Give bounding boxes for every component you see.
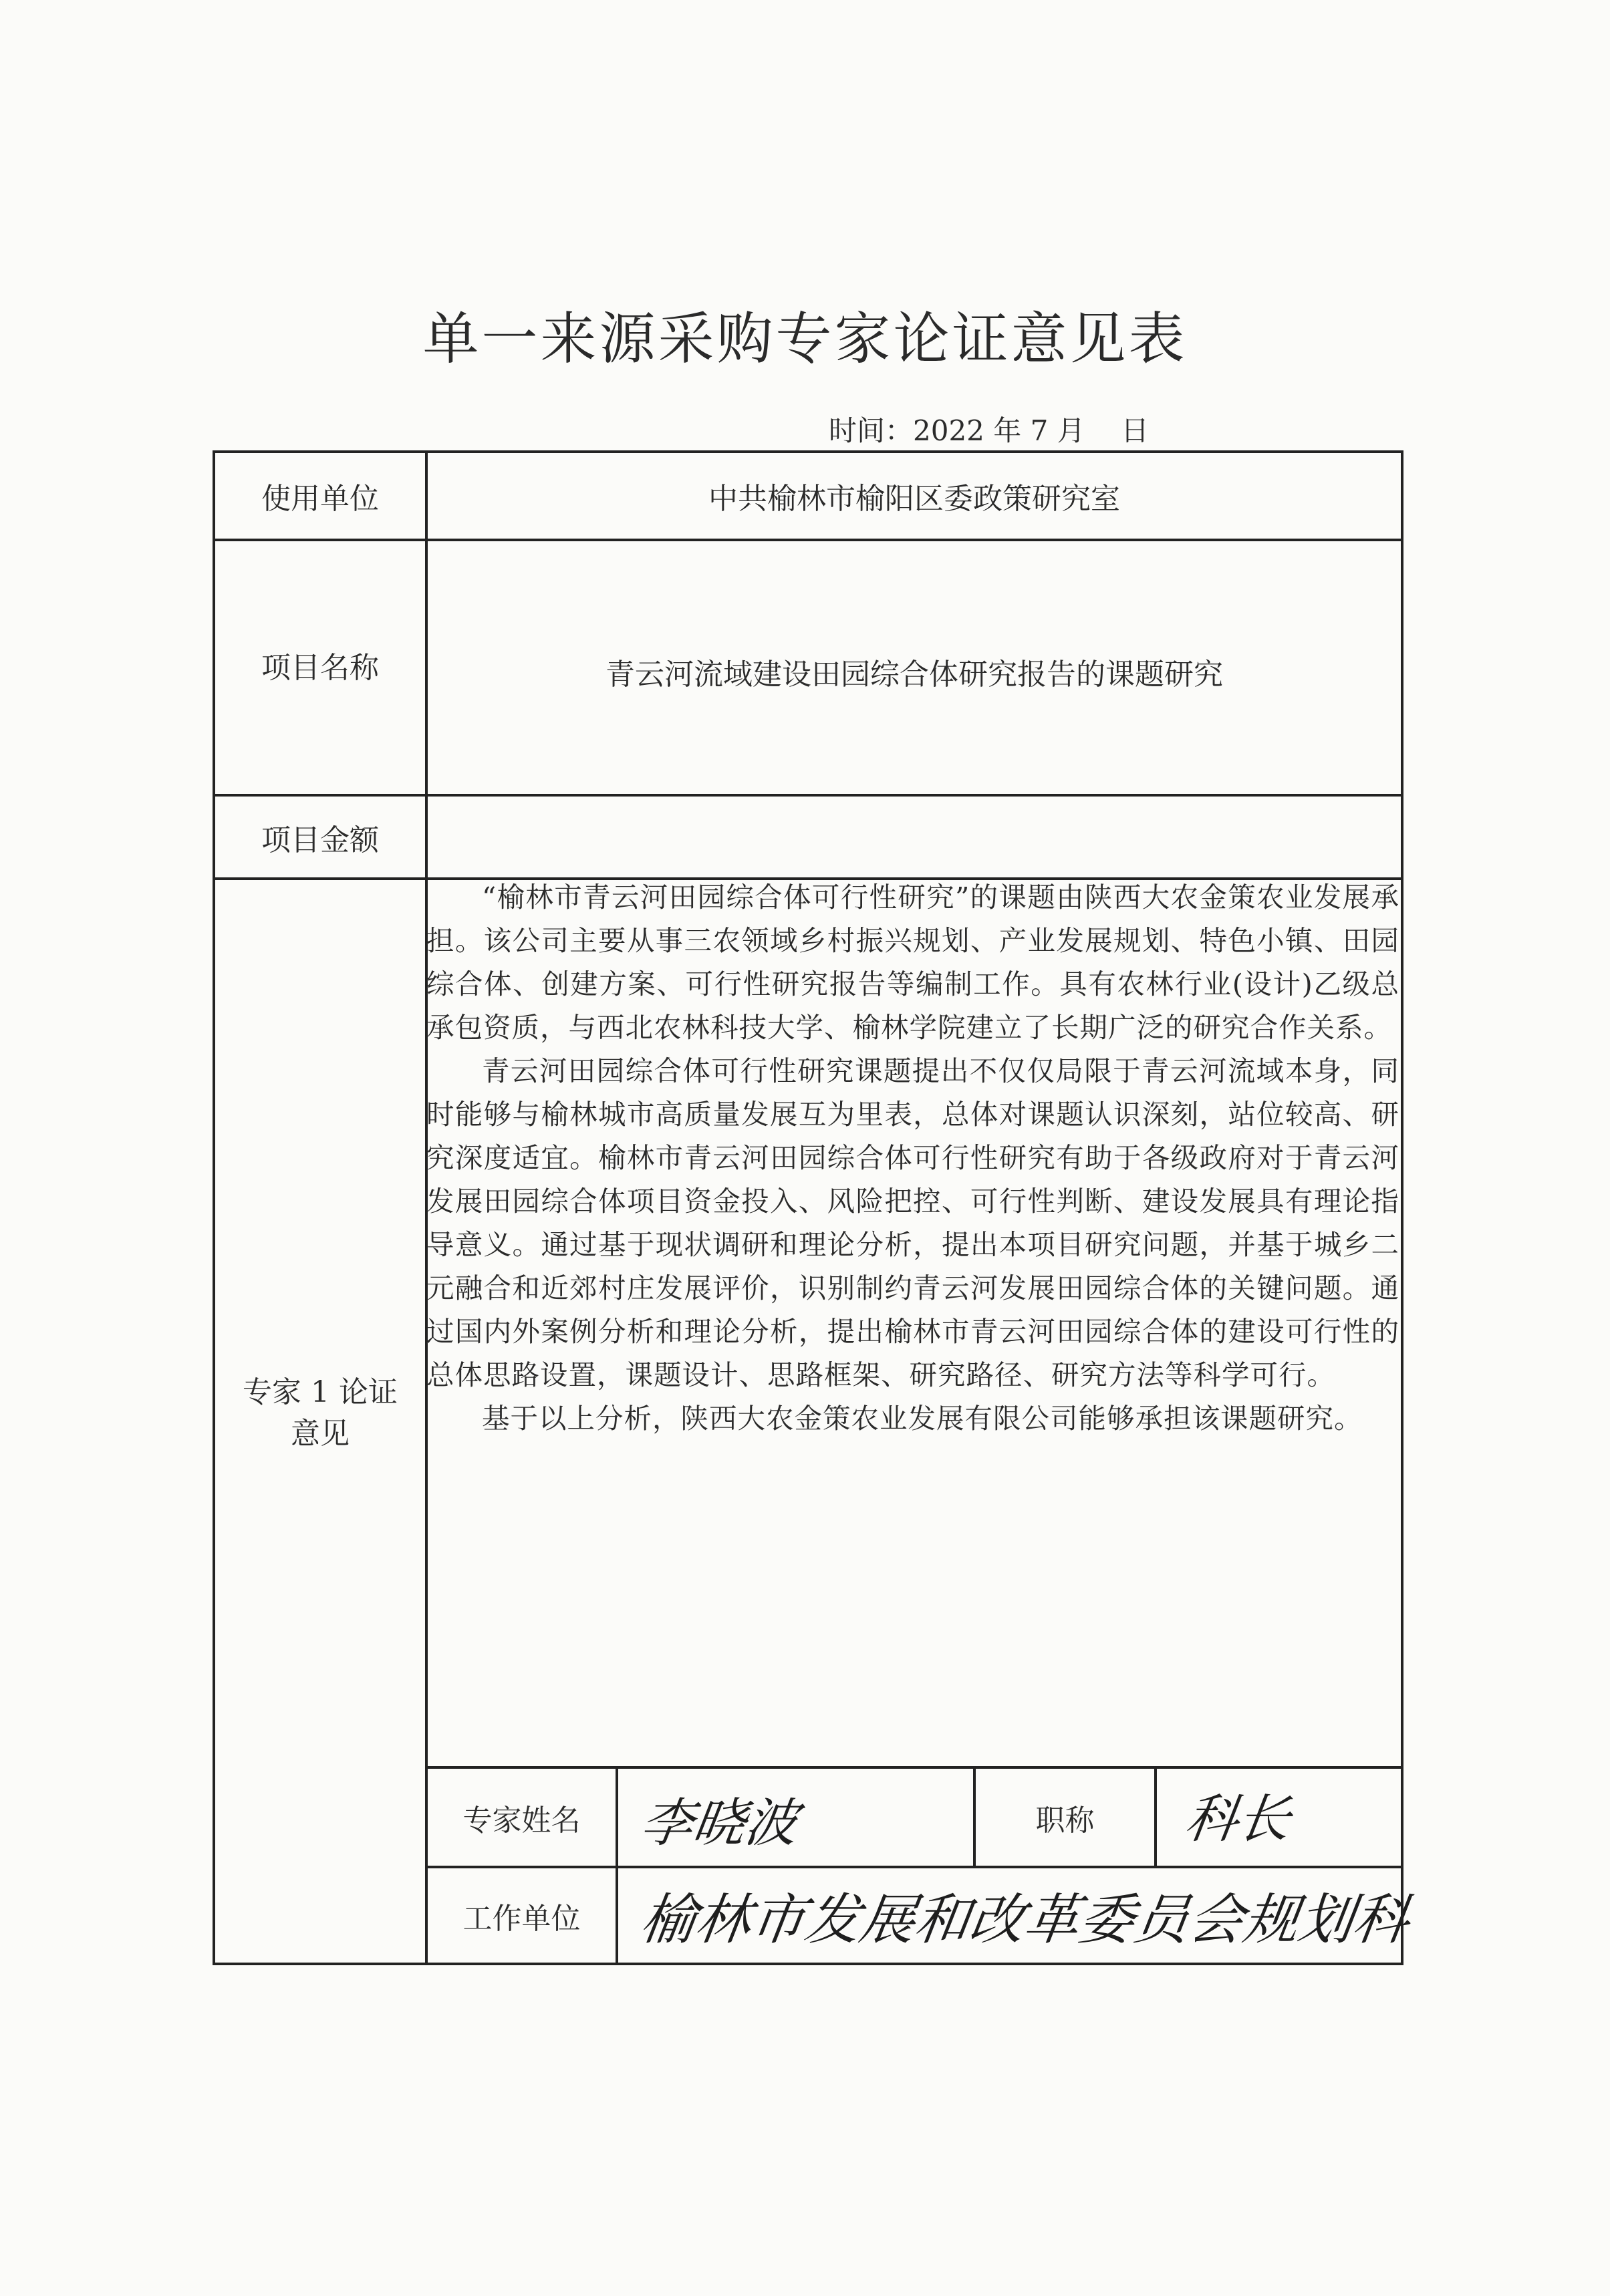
expert-subtable-divider-c [1154,1766,1157,1868]
expert-subtable-divider-a [616,1766,618,1965]
amount-label: 项目金额 [261,823,379,857]
expert-title-signature: 科长 [1181,1789,1295,1850]
row-divider-1 [213,539,1403,541]
opinion-paragraph: “榆林市青云河田园综合体可行性研究”的课题由陕西大农金策农业发展承担。该公司主要从事三农领域乡村振兴规划、产业发展规划、特色小镇、田园综合体、创建方案、可行性研究报告等编制工作。具有农林行业(设计)乙级总承包资质，与西北农林科技大学、榆林学院建立了长期广泛的研究合作关系。 [426,881,1399,1044]
unit-label: 使用单位 [261,482,379,516]
project-name-label: 项目名称 [261,651,379,685]
opinion-paragraph: 基于以上分析，陕西大农金策农业发展有限公司能够承担该课题研究。 [482,1402,1363,1435]
opinion-label [215,1356,425,1470]
project-name-value: 青云河流域建设田园综合体研究报告的课题研究 [606,658,1223,692]
expert-opinion-text [426,875,1399,1440]
expert-title-label: 职称 [1035,1803,1095,1838]
expert-name-signature: 李晓波 [636,1793,802,1854]
amount-value [428,797,1401,877]
unit-value: 中共榆林市榆阳区委政策研究室 [708,482,1120,516]
table-border-bottom [213,1963,1403,1965]
work-unit-label: 工作单位 [462,1901,581,1936]
table-border-right [1401,450,1403,1965]
opinion-paragraph: 青云河田园综合体可行性研究课题提出不仅仅局限于青云河流域本身，同时能够与榆林城市高质量发展互为里表，总体对课题认识深刻，站位较高、研究深度适宜。榆林市青云河田园综合体可行性研究有助于各级政府对于青云河发展田园综合体项目资金投入、风险把控、可行性判断、建设发展具有理论指导意义。通过基于现状调研和理论分析，提出本项目研究问题，并基于城乡二元融合和近郊村庄发展评价，识别制约青云河发展田园综合体的关键问题。通过国内外案例分析和理论分析，提出榆林市青云河田园综合体的建设可行性的总体思路设置，课题设计、思路框架、研究路径、研究方法等科学可行。 [426,1054,1399,1391]
opinion-label-line1: 专家 1 论证 [243,1375,398,1409]
form-title: 单一来源采购专家论证意见表 [422,306,1188,372]
work-unit-signature: 榆林市发展和改革委员会规划科 [636,1888,1413,1952]
expert-name-label: 专家姓名 [462,1803,581,1838]
opinion-label-line2: 意见 [291,1417,350,1451]
date-line: 时间：2022 年 7 月 日 [829,414,1150,447]
